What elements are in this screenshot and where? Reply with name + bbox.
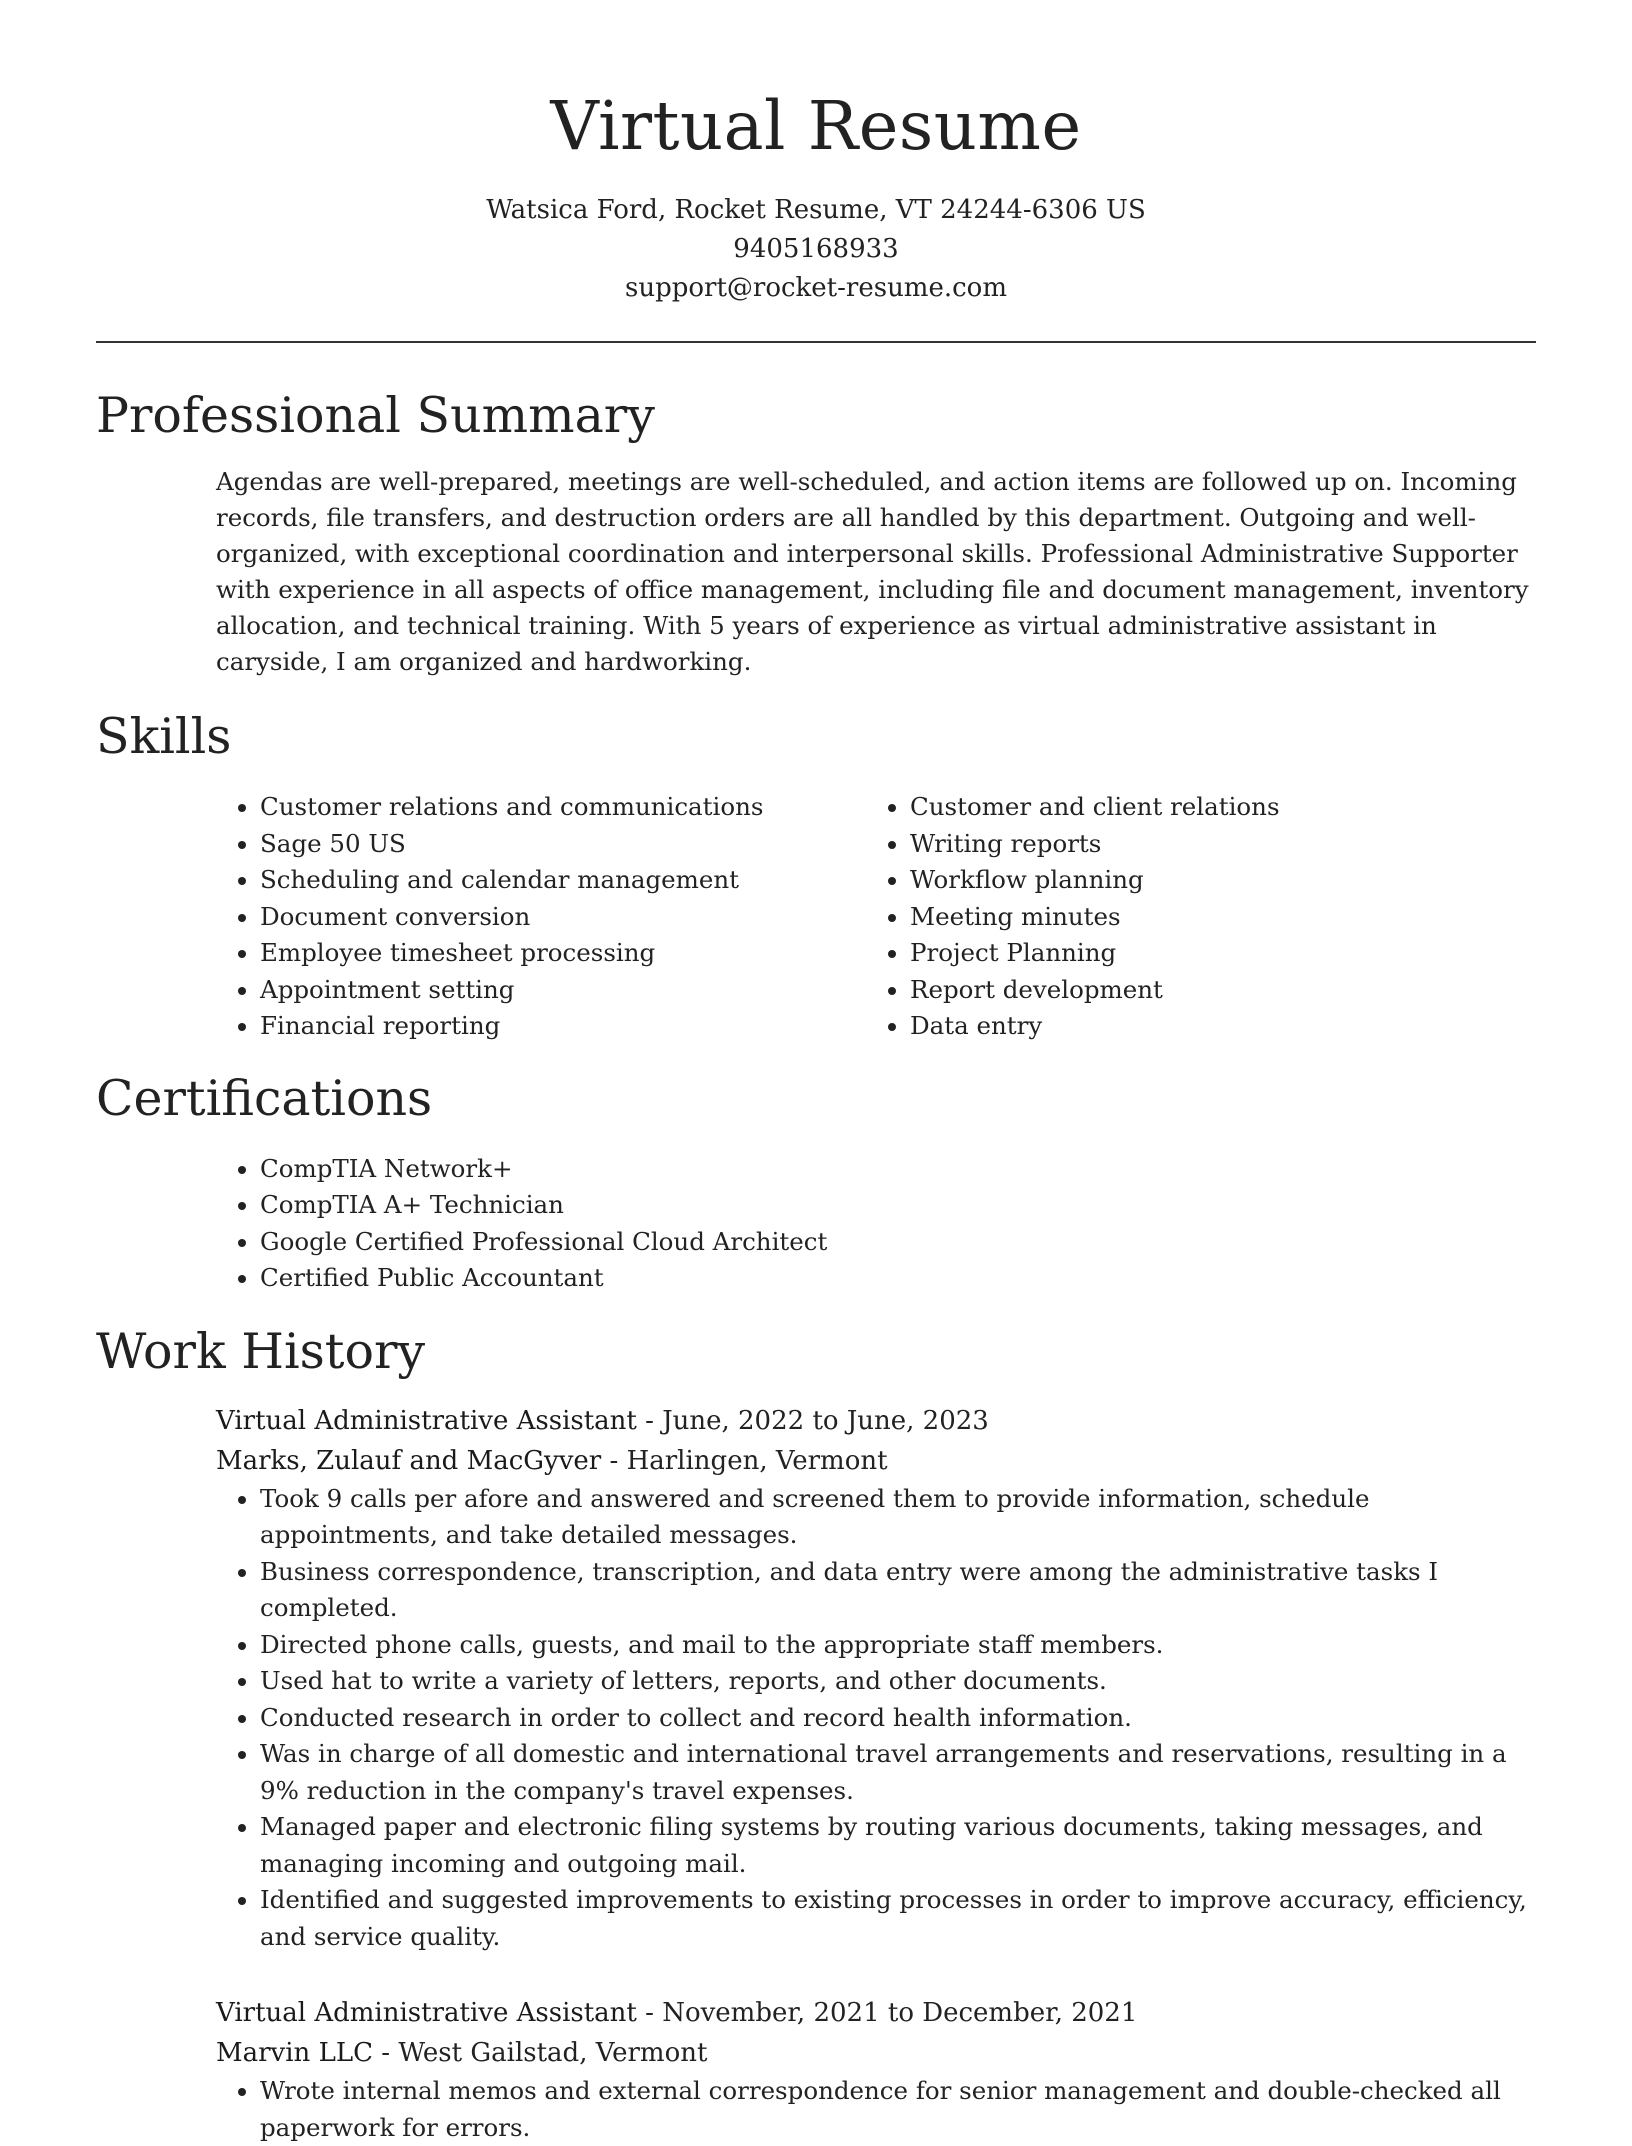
contact-block — [96, 191, 1536, 308]
certification-item: • Certified Public Accountant — [260, 1260, 1536, 1297]
job-duty-item: • Was in charge of all domestic and international travel arrangements and reservations, resulting in a 9% reduction in the company's travel expenses. — [260, 1736, 1536, 1809]
certification-item: • Google Certified Professional Cloud Architect — [260, 1224, 1536, 1261]
skills-list-left — [216, 789, 866, 1045]
job-dates: - November, 2021 to December, 2021 — [636, 1998, 1138, 2028]
skill-item: • Customer and client relations — [910, 789, 1516, 826]
job-duty-item: • Conducted research in order to collect and record health information. — [260, 1700, 1536, 1737]
skills-list-right — [866, 789, 1516, 1045]
job-duty-item: • Took 9 calls per afore and answered and screened them to provide information, schedule appointments, and take detailed messages. — [260, 1481, 1536, 1554]
skills-columns — [216, 789, 1536, 1045]
contact-address: Watsica Ford, Rocket Resume, VT 24244-6306 US — [486, 195, 1146, 225]
job-duty-item: • Identified and suggested improvements to existing processes in order to improve accuracy, efficiency, and service quality. — [260, 1882, 1536, 1955]
skill-item: • Appointment setting — [260, 972, 866, 1009]
job-duty-item: • Business correspondence, transcription, and data entry were among the administrative tasks I completed. — [260, 1554, 1536, 1627]
job-entry — [216, 1993, 1536, 2146]
skills-heading: Skills — [96, 708, 232, 765]
contact-phone: 9405168933 — [733, 234, 899, 264]
job-duty-item: • Wrote internal memos and external correspondence for senior management and double-checked all paperwork for errors. — [260, 2073, 1536, 2146]
job-title-line — [216, 1401, 1536, 1441]
job-title-line — [216, 1993, 1536, 2033]
summary-text: Agendas are well-prepared, meetings are well-scheduled, and action items are followed up on. Incoming records, file transfers, and destruction orders are all handled by this department. Outgoing and well-organized, with exceptional coordination and interpersonal skills. Professional Administrative Supporter with experience in all aspects of office management, including file and document management, inventory allocation, and technical training. With 5 years of experience as virtual administrative assistant in caryside, I am organized and hardworking. — [216, 467, 1529, 676]
job-duty-item: • Used hat to write a variety of letters, reports, and other documents. — [260, 1663, 1536, 1700]
certifications-list — [216, 1151, 1536, 1297]
job-entry — [216, 1401, 1536, 1956]
job-location: - Harlingen, Vermont — [601, 1445, 888, 1476]
skill-item: • Writing reports — [910, 826, 1516, 863]
skills-column-left — [216, 789, 866, 1045]
job-location: - West Gailstad, Vermont — [373, 2038, 708, 2068]
certifications-heading: Certifications — [96, 1069, 433, 1127]
skill-item: • Project Planning — [910, 935, 1516, 972]
skill-item: • Financial reporting — [260, 1008, 866, 1045]
resume-page — [96, 0, 1536, 2146]
job-dates: - June, 2022 to June, 2023 — [636, 1405, 989, 1436]
header-divider — [96, 341, 1536, 343]
skill-item: • Meeting minutes — [910, 899, 1516, 936]
job-role: Virtual Administrative Assistant — [216, 1998, 637, 2028]
skills-column-right — [866, 789, 1516, 1045]
job-company: Marvin LLC — [216, 2038, 373, 2068]
work-history-heading: Work History — [96, 1322, 426, 1380]
job-company: Marks, Zulauf and MacGyver — [216, 1445, 602, 1476]
certification-item: • CompTIA A+ Technician — [260, 1187, 1536, 1224]
skill-item: • Employee timesheet processing — [260, 935, 866, 972]
skill-item: • Scheduling and calendar management — [260, 862, 866, 899]
skill-item: • Data entry — [910, 1008, 1516, 1045]
job-duty-item: • Managed paper and electronic filing systems by routing various documents, taking messages, and managing incoming and outgoing mail. — [260, 1809, 1536, 1882]
job-duties-list — [216, 1481, 1536, 1956]
job-company-line — [216, 1441, 1536, 1481]
resume-name: Virtual Resume — [550, 87, 1082, 165]
contact-email: support@rocket-resume.com — [624, 273, 1007, 303]
skill-item: • Report development — [910, 972, 1516, 1009]
skill-item: • Sage 50 US — [260, 826, 866, 863]
skill-item: • Document conversion — [260, 899, 866, 936]
summary-heading: Professional Summary — [96, 387, 655, 444]
job-company-line — [216, 2033, 1536, 2073]
certifications-block — [216, 1151, 1536, 1297]
job-duties-list — [216, 2073, 1536, 2146]
skill-item: • Customer relations and communications — [260, 789, 866, 826]
job-role: Virtual Administrative Assistant — [216, 1405, 637, 1436]
skill-item: • Workflow planning — [910, 862, 1516, 899]
certification-item: • CompTIA Network+ — [260, 1151, 1536, 1188]
job-duty-item: • Directed phone calls, guests, and mail to the appropriate staff members. — [260, 1627, 1536, 1664]
